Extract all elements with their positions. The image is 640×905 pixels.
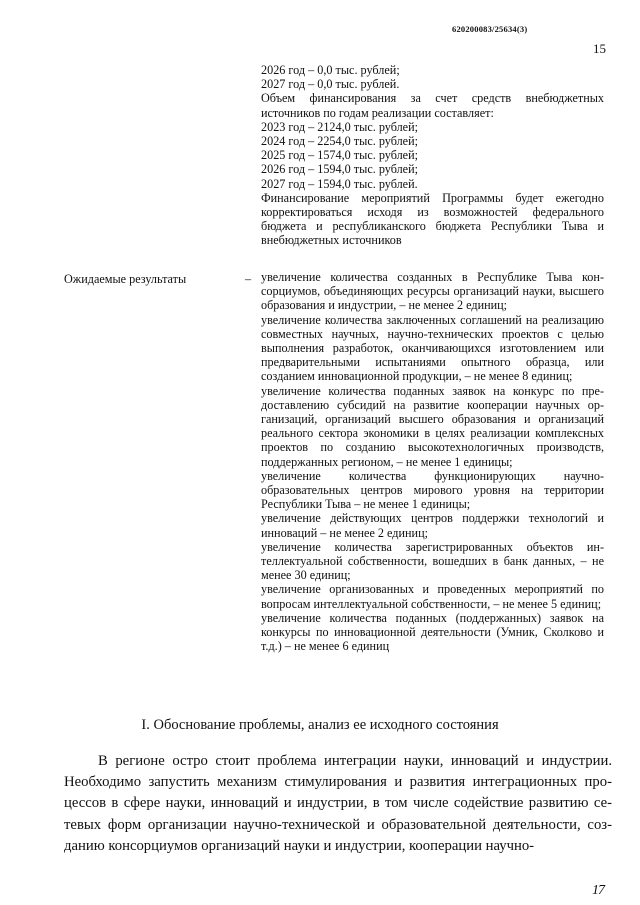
result-item: увеличение количества функционирующих научно-образовательных центров мирового уровня на территории Республики Тыва – не менее 1 единицы; (261, 468, 604, 512)
financing-line: 2026 год – 0,0 тыс. рублей; (261, 63, 400, 77)
result-item: увеличение количества заключенных соглашений на реализацию совместных научных, научно-технических проектов с целью выполнения разработок, оканчивающихся изготовлением или предварительными испытаниями опытного образца, или созданием инновационной продукции, – не менее 8 единиц; (261, 312, 604, 384)
result-item: увеличение количества поданных (поддержанных) заявок на конкурсы по инновационной деятельности (Умник, Сколково и т.д.) – не менее 6 единиц (261, 610, 604, 654)
extrabudget-line: 2026 год – 1594,0 тыс. рублей; (261, 162, 418, 177)
financing-adjustment-note: Финансирование мероприятий Программы будет ежегодно корректироваться исходя из возможностей федерального бюджета и республиканского бюджета Республики Тыва и внебюджетных источников (261, 190, 604, 248)
page-number: 15 (593, 41, 606, 56)
section-heading: I. Обоснование проблемы, анализ ее исходного состояния (141, 717, 499, 733)
extrabudget-intro: Объем финансирования за счет средств внебюджетных источников по годам реализации составляет: (261, 91, 604, 120)
extrabudget-line: 2024 год – 2254,0 тыс. рублей; (261, 134, 418, 149)
result-item: увеличение количества созданных в Республике Тыва консорциумов, объединяющих ресурсы организаций науки, высшего образования и индустрии, – не менее 2 единиц; (261, 270, 604, 313)
handwritten-page-mark: 17 (592, 883, 604, 898)
expected-results-label: Ожидаемые результаты (64, 272, 187, 286)
result-item: увеличение организованных и проведенных мероприятий по вопросам интеллектуальной собственности, – не менее 5 единиц; (261, 582, 604, 611)
extrabudget-line: 2025 год – 1574,0 тыс. рублей; (261, 148, 418, 163)
expected-results-list (261, 270, 604, 653)
result-item: увеличение количества зарегистрированных объектов интеллектуальной собственности, вошедших в банк данных, – не менее 30 единиц; (261, 539, 604, 583)
expected-results-dash: – (245, 272, 252, 286)
financing-block (261, 63, 604, 248)
section-paragraph: В регионе остро стоит проблема интеграции науки, инноваций и индустрии. Необходимо запустить механизм стимулирования и развития интеграционных процессов в сфере науки, инноваций и индустрии, в том числе содействие развитию сетевых форм организации научно-технической и образовательной деятельности, созданию консорциумов организаций науки и индустрии, кооперации научно- (64, 753, 612, 854)
result-item: увеличение количества поданных заявок на конкурс по предоставлению субсидий на развитие кооперации научных организаций, организаций высшего образования и организаций реального сектора экономики в целях реализации комплексных проектов по созданию высокотехнологичных производств, поддержанных регионом, – не менее 1 единицы; (261, 383, 604, 469)
document-id: 620200083/25634(3) (452, 24, 528, 34)
result-item: увеличение действующих центров поддержки технологий и инноваций – не менее 2 единиц; (261, 511, 604, 540)
extrabudget-line: 2027 год – 1594,0 тыс. рублей. (261, 176, 418, 191)
financing-line: 2027 год – 0,0 тыс. рублей. (261, 77, 400, 92)
extrabudget-line: 2023 год – 2124,0 тыс. рублей; (261, 119, 418, 134)
